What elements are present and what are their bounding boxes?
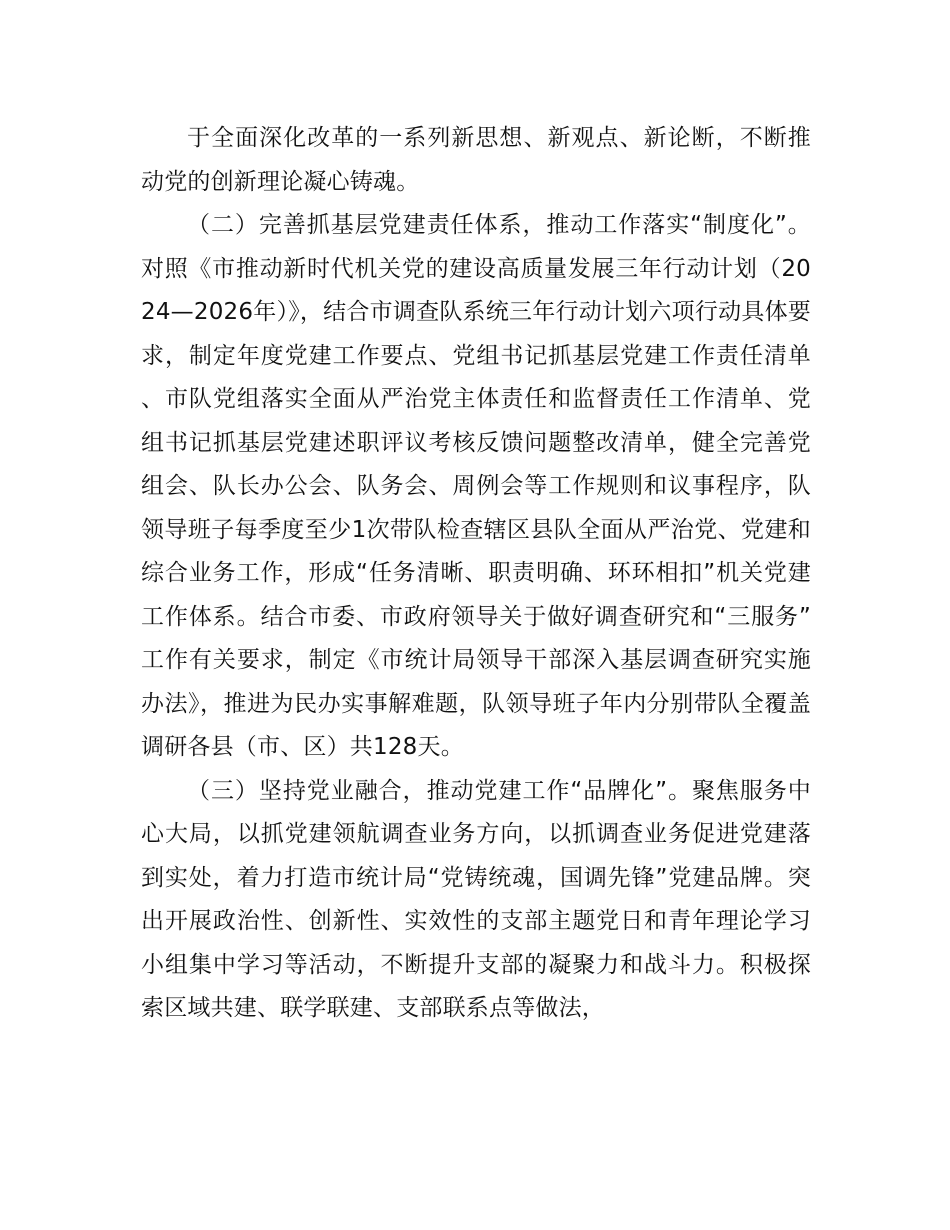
paragraph-text: （二）完善抓基层党建责任体系，推动工作落实“制度化”。对照《市推动新时代机关党的建设高质量发展三年行动计划（2024—2026年）》，结合市调查队系统三年行动计划六项行动具体要求，制定年度党建工作要点、党组书记抓基层党建工作责任清单、市队党组落实全面从严治党主体责任和监督责任工作清单、党组书记抓基层党建述职评议考核反馈问题整改清单，健全完善党组会、队长办公会、队务会、周例会等工作规则和议事程序，队领导班子每季度至少1次带队检查辖区县队全面从严治党、党建和综合业务工作，形成“任务清晰、职责明确、环环相扣”机关党建工作体系。结合市委、市政府领导关于做好调查研究和“三服务”工作有关要求，制定《市统计局领导干部深入基层调查研究实施办法》，推进为民办实事解难题，队领导班子年内分别带队全覆盖调研各县（市、区）共128天。 bbox=[141, 212, 811, 760]
document-body bbox=[141, 117, 811, 1031]
paragraph-continuation bbox=[141, 117, 811, 204]
paragraph-text: （三）坚持党业融合，推动党建工作“品牌化”。聚焦服务中心大局，以抓党建领航调查业务方向，以抓调查业务促进党建落到实处，着力打造市统计局“党铸统魂，国调先锋”党建品牌。突出开展政治性、创新性、实效性的支部主题党日和青年理论学习小组集中学习等活动，不断提升支部的凝聚力和战斗力。积极探索区域共建、联学联建、支部联系点等做法， bbox=[141, 777, 811, 1021]
paragraph-section-2 bbox=[141, 204, 811, 770]
paragraph-section-3 bbox=[141, 770, 811, 1031]
paragraph-text: 于全面深化改革的一系列新思想、新观点、新论断，不断推动党的创新理论凝心铸魂。 bbox=[141, 125, 811, 195]
